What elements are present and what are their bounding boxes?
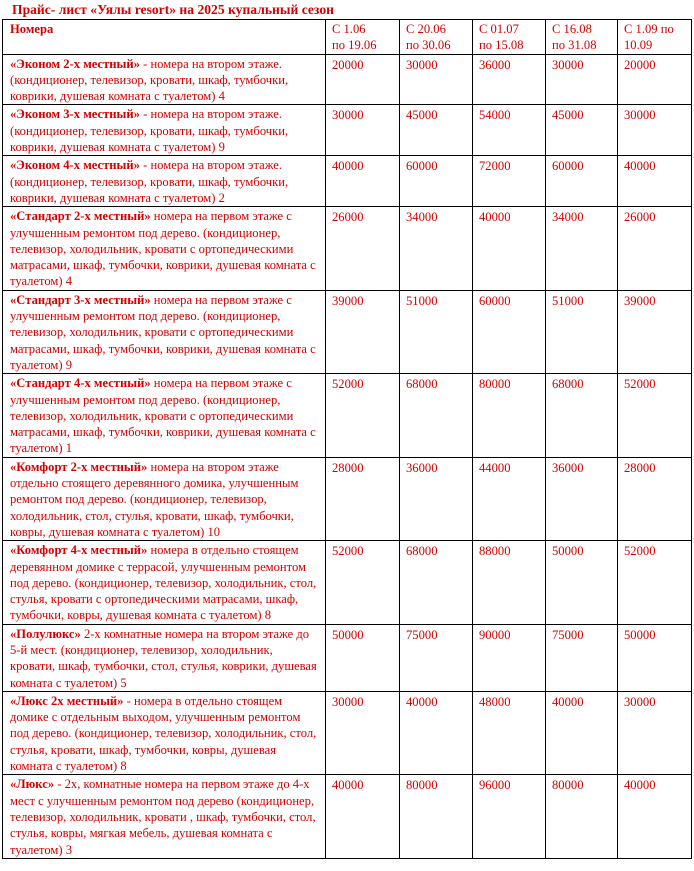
table-header-row bbox=[3, 20, 692, 55]
price-cell: 51000 bbox=[546, 290, 618, 373]
price-cell: 90000 bbox=[473, 624, 546, 691]
price-cell: 54000 bbox=[473, 105, 546, 156]
price-cell: 40000 bbox=[618, 156, 692, 207]
price-cell: 96000 bbox=[473, 775, 546, 858]
price-cell: 80000 bbox=[473, 374, 546, 457]
price-cell: 75000 bbox=[400, 624, 473, 691]
price-cell: 68000 bbox=[400, 374, 473, 457]
room-description: номера на первом этаже с улучшенным ремонтом под дерево. (кондиционер, телевизор, холодильник, кровати с ортопедическими матрасами, шкаф, тумбочки, коврики, душевая комната с туалетом) 4 bbox=[10, 209, 316, 289]
room-name: «Полулюкс» bbox=[10, 626, 81, 641]
room-name: «Стандарт 3-х местный» bbox=[10, 292, 151, 307]
room-description-cell bbox=[3, 374, 326, 457]
table-row bbox=[3, 290, 692, 373]
price-cell: 36000 bbox=[400, 457, 473, 540]
price-cell: 60000 bbox=[400, 156, 473, 207]
price-cell: 50000 bbox=[618, 624, 692, 691]
table-row bbox=[3, 691, 692, 774]
price-cell: 51000 bbox=[400, 290, 473, 373]
price-cell: 39000 bbox=[326, 290, 400, 373]
price-cell: 30000 bbox=[546, 54, 618, 105]
room-name: «Люкс» bbox=[10, 777, 55, 792]
table-row bbox=[3, 54, 692, 105]
price-cell: 72000 bbox=[473, 156, 546, 207]
price-cell: 28000 bbox=[618, 457, 692, 540]
room-description: - номера на втором этаже. (кондиционер, телевизор, кровати, шкаф, тумбочки, коврики, душевая комната с туалетом) 4 bbox=[10, 56, 289, 104]
price-cell: 60000 bbox=[473, 290, 546, 373]
price-cell: 45000 bbox=[400, 105, 473, 156]
price-cell: 68000 bbox=[546, 374, 618, 457]
room-description: - номера на втором этаже. (кондиционер, телевизор, кровати, шкаф, тумбочки, коврики, душевая комната с туалетом) 9 bbox=[10, 107, 289, 155]
price-cell: 50000 bbox=[326, 624, 400, 691]
room-description-cell bbox=[3, 624, 326, 691]
price-cell: 80000 bbox=[400, 775, 473, 858]
price-cell: 30000 bbox=[326, 105, 400, 156]
table-row bbox=[3, 775, 692, 858]
room-description-cell bbox=[3, 207, 326, 290]
price-cell: 52000 bbox=[326, 374, 400, 457]
price-cell: 44000 bbox=[473, 457, 546, 540]
price-cell: 48000 bbox=[473, 691, 546, 774]
price-cell: 52000 bbox=[618, 541, 692, 624]
room-description: номера на первом этаже с улучшенным ремонтом под дерево. (кондиционер, телевизор, холодильник, кровати с ортопедическими матрасами, шкаф, тумбочки, коврики, душевая комната с туалетом) 9 bbox=[10, 292, 316, 372]
price-cell: 28000 bbox=[326, 457, 400, 540]
price-cell: 75000 bbox=[546, 624, 618, 691]
price-cell: 80000 bbox=[546, 775, 618, 858]
header-period: С 1.06 по 19.06 bbox=[326, 20, 400, 55]
price-cell: 60000 bbox=[546, 156, 618, 207]
room-description-cell bbox=[3, 541, 326, 624]
price-cell: 20000 bbox=[326, 54, 400, 105]
page-title: Прайс- лист «Уялы resort» на 2025 купальный сезон bbox=[12, 2, 334, 17]
header-period: С 01.07 по 15.08 bbox=[473, 20, 546, 55]
table-row bbox=[3, 156, 692, 207]
header-period: С 16.08 по 31.08 bbox=[546, 20, 618, 55]
price-cell: 26000 bbox=[326, 207, 400, 290]
price-cell: 40000 bbox=[400, 691, 473, 774]
price-cell: 52000 bbox=[618, 374, 692, 457]
room-name: «Эконом 4-х местный» bbox=[10, 158, 140, 173]
room-name: «Комфорт 4-х местный» bbox=[10, 543, 148, 558]
room-description-cell bbox=[3, 457, 326, 540]
price-cell: 34000 bbox=[546, 207, 618, 290]
table-row bbox=[3, 624, 692, 691]
room-description-cell bbox=[3, 775, 326, 858]
price-cell: 20000 bbox=[618, 54, 692, 105]
room-description: номера в отдельно стоящем деревянном домике с террасой, улучшенным ремонтом под дерево. (кондиционер, телевизор, холодильник, стол, стулья, кровати с ортопедическими матрасами, шкаф, тумбочки, ковры, душевая комната с туалетом) 8 bbox=[10, 543, 317, 623]
price-cell: 26000 bbox=[618, 207, 692, 290]
room-name: «Комфорт 2-х местный» bbox=[10, 459, 148, 474]
room-name: «Эконом 3-х местный» bbox=[10, 107, 140, 122]
room-name: «Стандарт 4-х местный» bbox=[10, 376, 151, 391]
room-name: «Люкс 2х местный» bbox=[10, 693, 124, 708]
price-cell: 50000 bbox=[546, 541, 618, 624]
price-cell: 30000 bbox=[618, 105, 692, 156]
table-row bbox=[3, 541, 692, 624]
price-cell: 52000 bbox=[326, 541, 400, 624]
room-description-cell bbox=[3, 691, 326, 774]
price-cell: 30000 bbox=[618, 691, 692, 774]
price-cell: 68000 bbox=[400, 541, 473, 624]
room-name: «Эконом 2-х местный» bbox=[10, 56, 140, 71]
room-description: - 2х, комнатные номера на первом этаже до 4-х мест с улучшенным ремонтом под дерево (кондиционер, телевизор, холодильник, кровати , шкаф, тумбочки, стол, стулья, ковры, мягкая мебель, душевая комната с туалетом) 3 bbox=[10, 777, 316, 857]
price-cell: 30000 bbox=[326, 691, 400, 774]
price-cell: 39000 bbox=[618, 290, 692, 373]
price-cell: 40000 bbox=[326, 775, 400, 858]
room-description: 2-х комнатные номера на втором этаже до 5-й мест. (кондиционер, телевизор, холодильник, кровати, шкаф, тумбочки, стол, стулья, коврики, душевая комната с туалетом) 5 bbox=[10, 626, 317, 690]
table-row bbox=[3, 374, 692, 457]
room-description: номера на первом этаже с улучшенным ремонтом под дерево. (кондиционер, телевизор, холодильник, кровати с ортопедическими матрасами, шкаф, тумбочки, коврики, душевая комната с туалетом) 1 bbox=[10, 376, 316, 456]
header-period: С 20.06 по 30.06 bbox=[400, 20, 473, 55]
room-description-cell bbox=[3, 54, 326, 105]
table-row bbox=[3, 207, 692, 290]
price-cell: 34000 bbox=[400, 207, 473, 290]
price-cell: 40000 bbox=[473, 207, 546, 290]
price-table bbox=[2, 19, 692, 859]
room-name: «Стандарт 2-х местный» bbox=[10, 209, 151, 224]
price-cell: 40000 bbox=[618, 775, 692, 858]
price-cell: 88000 bbox=[473, 541, 546, 624]
price-cell: 36000 bbox=[546, 457, 618, 540]
price-cell: 36000 bbox=[473, 54, 546, 105]
room-description-cell bbox=[3, 105, 326, 156]
room-description: - номера в отдельно стоящем домике с отдельным выходом, улучшенным ремонтом под дерево. (кондиционер, телевизор, холодильник, стол, стулья, кровати, шкаф, тумбочки, ковры, душевая комната с туалетом) 8 bbox=[10, 693, 317, 774]
room-description-cell bbox=[3, 290, 326, 373]
price-cell: 40000 bbox=[326, 156, 400, 207]
price-cell: 40000 bbox=[546, 691, 618, 774]
table-row bbox=[3, 457, 692, 540]
table-row bbox=[3, 105, 692, 156]
price-cell: 30000 bbox=[400, 54, 473, 105]
price-cell: 45000 bbox=[546, 105, 618, 156]
room-description-cell bbox=[3, 156, 326, 207]
room-description: - номера на втором этаже. (кондиционер, телевизор, кровати, шкаф, тумбочки, коврики, душевая комната с туалетом) 2 bbox=[10, 158, 289, 205]
header-period: С 1.09 по 10.09 bbox=[618, 20, 692, 55]
room-description: номера на втором этаже отдельно стоящего деревянного домика, улучшенным ремонтом под дерево. (кондиционер, телевизор, холодильник, стол, стулья, кровати, шкаф, тумбочки, ковры, душевая комната с туалетом) 10 bbox=[10, 459, 299, 539]
header-rooms: Номера bbox=[3, 20, 326, 55]
